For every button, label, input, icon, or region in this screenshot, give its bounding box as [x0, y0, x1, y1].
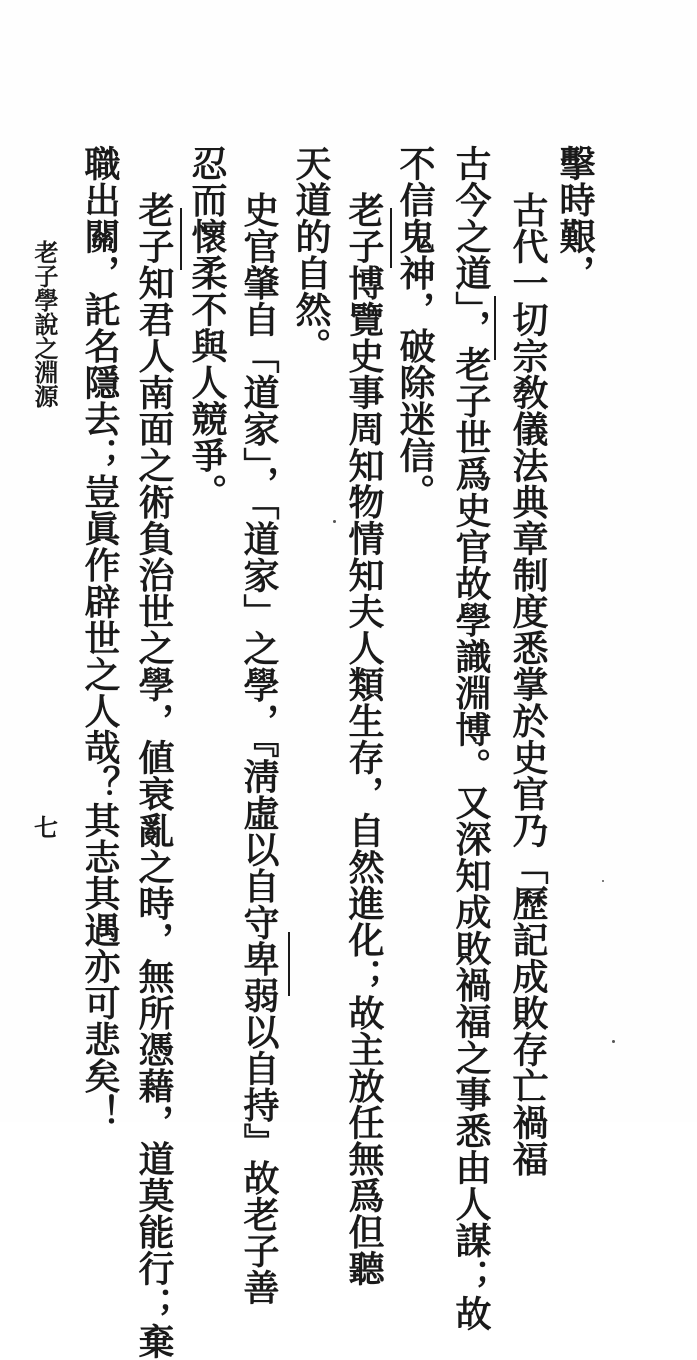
text-column-2: 古代一切宗敎儀法典章制度悉掌於史官乃「歷記成敗存亡禍福	[507, 155, 549, 1177]
running-header: 老子學說之淵源	[30, 240, 59, 408]
text-column-9: 老子知君人南面之術負治世之學，値衰亂之時，無所憑藉，道莫能行；棄	[133, 155, 175, 1360]
proper-name-mark	[288, 932, 290, 996]
proper-name-mark	[180, 208, 182, 270]
proper-name-mark	[494, 296, 496, 360]
text-column-3: 古今之道」，老子世爲史官故學識淵博。又深知成敗禍福之事悉由人謀；故	[450, 145, 492, 1332]
text-column-1: 擊時艱，	[554, 145, 596, 291]
text-column-8: 忍而懷柔不與人競爭。	[186, 145, 228, 510]
scan-speck	[602, 880, 604, 882]
scan-speck	[612, 1040, 615, 1043]
text-column-10: 職出關，託名隱去；豈眞作辟世之人哉？其志其遇亦可悲矣！	[79, 145, 121, 1131]
text-column-7: 史官肇自「道家」，「道家」之學，『淸虛以自守卑弱以自持』故老子善	[238, 155, 280, 1306]
text-column-4: 不信鬼神，破除迷信。	[394, 145, 436, 510]
page-number: 七	[34, 813, 58, 842]
proper-name-mark	[390, 208, 392, 268]
text-column-6: 天道的自然。	[290, 145, 332, 364]
text-column-5: 老子博覽史事周知物情知夫人類生存，自然進化；故主放任無爲但聽	[343, 155, 385, 1287]
scan-speck	[333, 520, 336, 523]
